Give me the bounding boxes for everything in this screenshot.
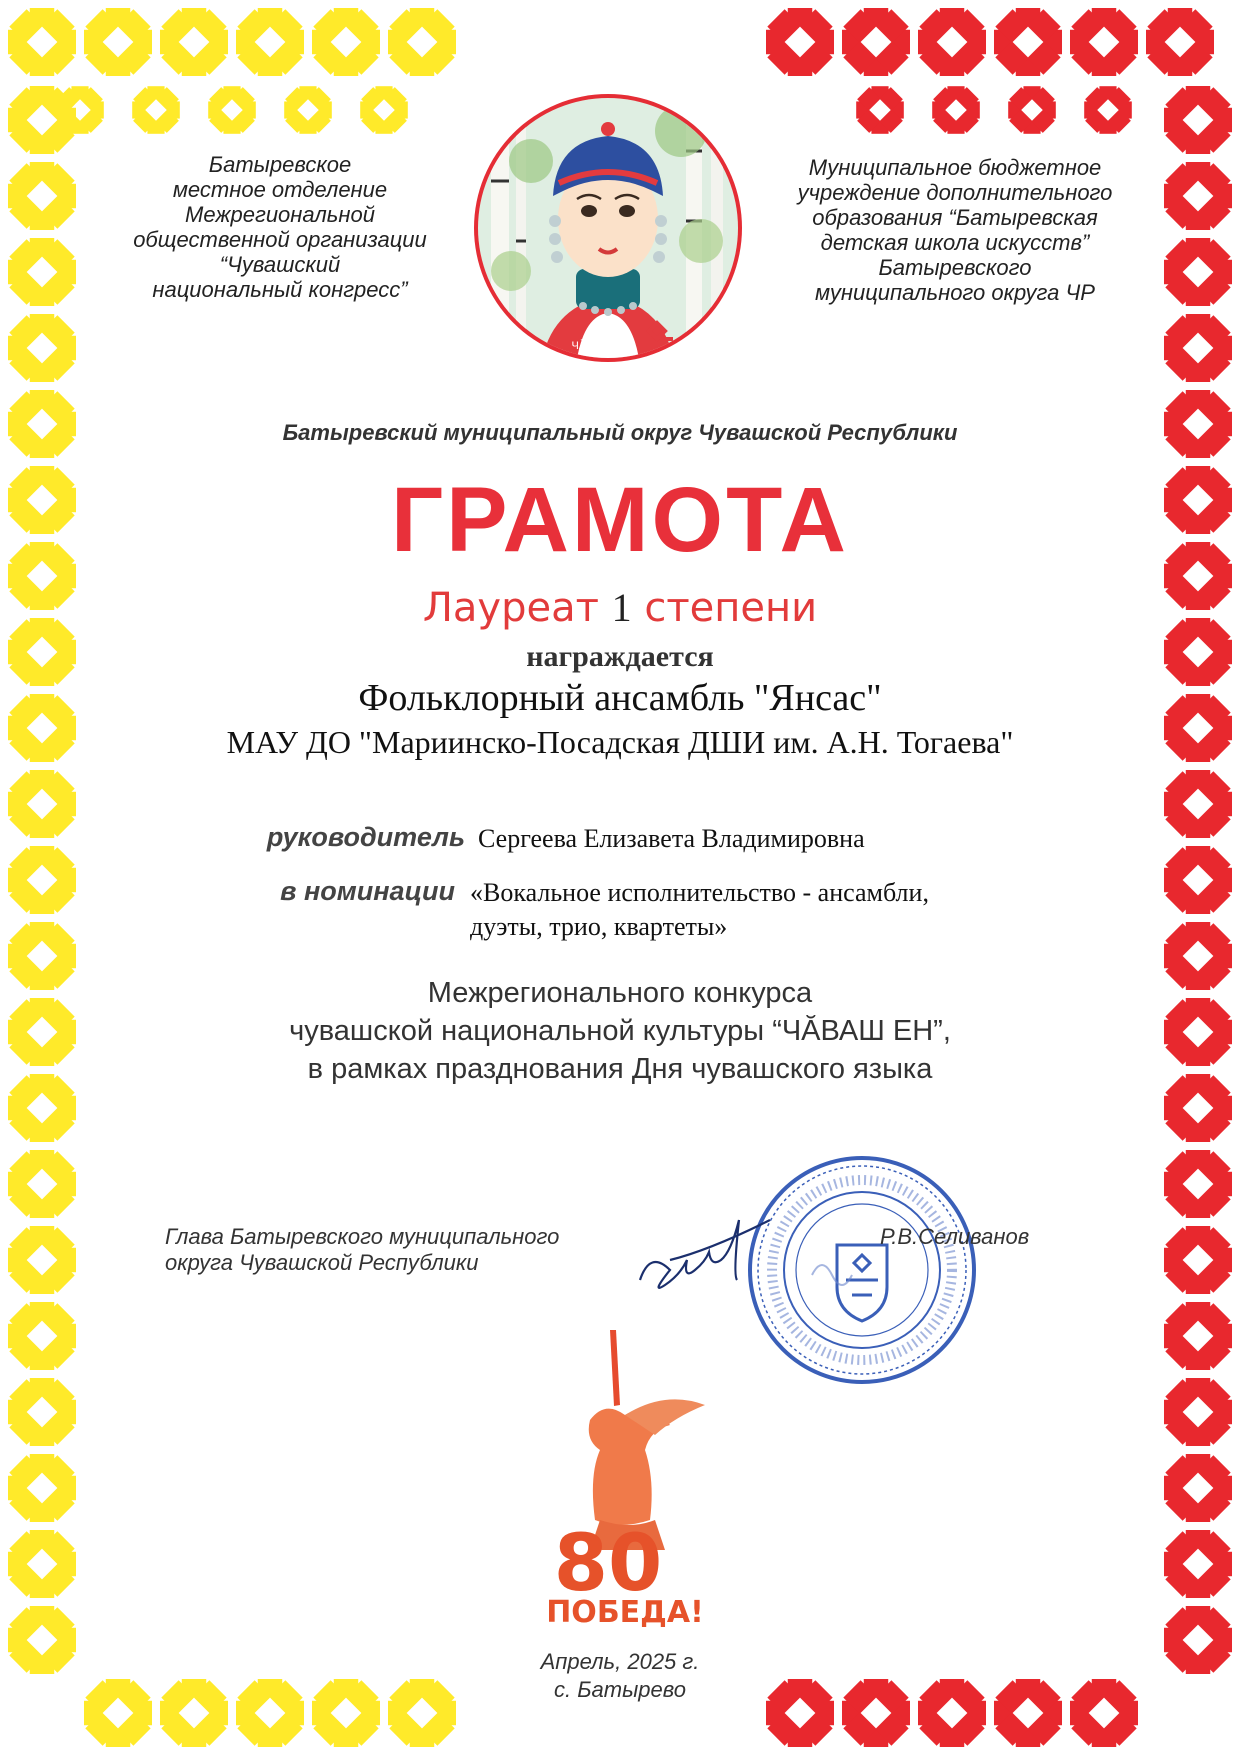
left-org-line: Межрегиональной	[185, 202, 375, 227]
laureate-number: 1	[611, 585, 632, 630]
border-star	[236, 1679, 304, 1747]
border-star	[8, 1150, 76, 1218]
contest-line: Межрегионального конкурса	[427, 977, 813, 1009]
issue-place: с. Батырево	[554, 1677, 686, 1702]
border-star	[8, 8, 76, 76]
border-star	[1164, 1606, 1232, 1674]
border-star	[1164, 1530, 1232, 1598]
left-org-line: национальный конгресс”	[152, 277, 408, 302]
border-star	[236, 8, 304, 76]
signatory-position-line: Глава Батыревского муниципального	[165, 1224, 560, 1249]
victory-80-logo	[530, 1310, 720, 1630]
border-star	[8, 1074, 76, 1142]
border-star	[388, 8, 456, 76]
left-org-line: местное отделение	[172, 177, 388, 202]
emblem-girl-portrait	[471, 91, 745, 365]
border-star	[8, 770, 76, 838]
right-org-line: Батыревского	[878, 255, 1032, 280]
border-star	[208, 86, 256, 134]
recipient-school: МАУ ДО "Мариинско-Посадская ДШИ им. А.Н. Тогаева"	[226, 724, 1014, 760]
border-star	[8, 314, 76, 382]
border-star	[8, 1378, 76, 1446]
border-star	[1164, 1226, 1232, 1294]
issue-date-text: Апрель, 2025 г.	[540, 1649, 700, 1674]
border-star	[8, 1302, 76, 1370]
contest-line: в рамках празднования Дня чувашского языка	[307, 1053, 933, 1085]
border-star	[388, 1679, 456, 1747]
right-organization	[775, 155, 1135, 305]
border-star	[1164, 1378, 1232, 1446]
right-org-line: муниципального округа ЧР	[815, 280, 1095, 305]
certificate-title: ГРАМОТА	[391, 469, 849, 571]
border-star	[8, 162, 76, 230]
border-star	[1070, 1679, 1138, 1747]
border-star	[84, 1679, 152, 1747]
border-star	[8, 1454, 76, 1522]
border-star	[1164, 542, 1232, 610]
border-star	[1164, 314, 1232, 382]
border-star	[842, 1679, 910, 1747]
border-star	[312, 8, 380, 76]
left-org-line: “Чувашский	[219, 252, 341, 277]
border-star	[312, 1679, 380, 1747]
nomination-line: «Вокальное исполнительство - ансамбли,	[470, 878, 929, 907]
emblem-caption: ЧӐВАШИЯ	[571, 340, 627, 352]
awarded-label: награждается	[526, 640, 714, 673]
border-star	[1164, 1150, 1232, 1218]
border-star	[132, 86, 180, 134]
border-star	[8, 922, 76, 990]
border-star	[160, 1679, 228, 1747]
border-star	[1164, 390, 1232, 458]
border-star	[8, 846, 76, 914]
nomination-label: в номинации	[280, 876, 455, 906]
issue-date	[520, 1648, 720, 1704]
border-star	[8, 1606, 76, 1674]
left-organization	[110, 152, 450, 302]
right-org-line: Муниципальное бюджетное	[808, 155, 1102, 180]
laureate-degree	[180, 584, 1060, 631]
border-star	[8, 542, 76, 610]
contest-line: чувашской национальной культуры “ЧӐВАШ ЕН”,	[289, 1015, 951, 1047]
border-star	[1164, 238, 1232, 306]
victory-number: 80	[553, 1519, 663, 1609]
border-star	[160, 8, 228, 76]
recipient-name: Фольклорный ансамбль "Янсас"	[358, 677, 882, 719]
border-star	[1164, 846, 1232, 914]
district-heading: Батыревский муниципальный округ Чувашской Республики	[282, 420, 958, 445]
border-star	[1164, 922, 1232, 990]
border-star	[1164, 86, 1232, 154]
border-star	[918, 8, 986, 76]
border-star	[8, 618, 76, 686]
border-star	[1164, 770, 1232, 838]
laureate-suffix: степени	[644, 585, 818, 631]
laureate-word: Лауреат	[422, 585, 599, 631]
leader-name: Сергеева Елизавета Владимировна	[478, 824, 865, 853]
border-star	[8, 998, 76, 1066]
border-star	[8, 86, 76, 154]
border-star	[932, 86, 980, 134]
nomination-line: дуэты, трио, квартеты»	[470, 912, 728, 941]
right-org-line: детская школа искусств”	[820, 230, 1090, 255]
border-star	[8, 390, 76, 458]
border-star	[1008, 86, 1056, 134]
border-star	[284, 86, 332, 134]
border-star	[8, 1226, 76, 1294]
border-star	[1164, 466, 1232, 534]
signatory-position	[165, 1224, 559, 1276]
leader-label: руководитель	[266, 822, 465, 852]
border-star	[766, 1679, 834, 1747]
border-star	[8, 238, 76, 306]
border-star	[856, 86, 904, 134]
signatory-name: Р.В.Селиванов	[880, 1224, 1030, 1249]
border-star	[1164, 1454, 1232, 1522]
border-star	[1164, 694, 1232, 762]
handwritten-signature	[630, 1200, 790, 1310]
border-star	[8, 694, 76, 762]
border-star	[1084, 86, 1132, 134]
border-star	[1164, 1074, 1232, 1142]
border-star	[766, 8, 834, 76]
border-star	[918, 1679, 986, 1747]
signatory-position-line: округа Чувашской Республики	[165, 1250, 479, 1275]
right-org-line: учреждение дополнительного	[797, 180, 1113, 205]
border-star	[8, 466, 76, 534]
nomination-text	[470, 876, 929, 944]
border-star	[84, 8, 152, 76]
border-star	[1164, 618, 1232, 686]
right-org-line: образования “Батыревская	[812, 205, 1098, 230]
border-star	[1164, 998, 1232, 1066]
border-star	[1164, 162, 1232, 230]
border-star	[842, 8, 910, 76]
contest-description	[160, 974, 1080, 1088]
border-star	[1070, 8, 1138, 76]
victory-word: ПОБЕДА!	[546, 1595, 704, 1630]
border-star	[360, 86, 408, 134]
border-star	[994, 1679, 1062, 1747]
left-org-line: общественной организации	[133, 227, 427, 252]
border-star	[1164, 1302, 1232, 1370]
border-star	[8, 1530, 76, 1598]
border-star	[994, 8, 1062, 76]
left-org-line: Батыревское	[208, 152, 352, 177]
border-star	[1146, 8, 1214, 76]
